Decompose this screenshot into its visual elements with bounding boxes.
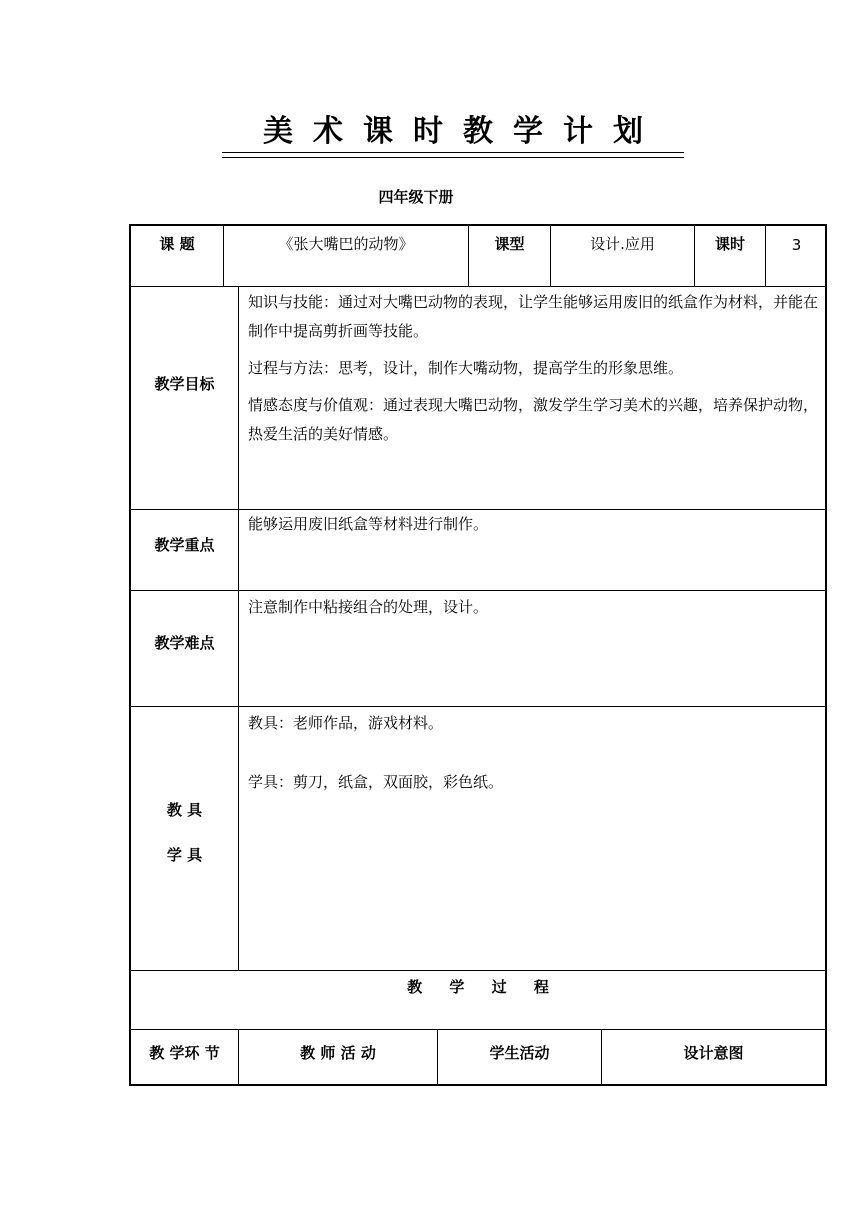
page-title: 美术课时教学计划	[263, 114, 663, 149]
row-divider	[131, 706, 825, 707]
difficulties-text: 注意制作中粘接组合的处理，设计。	[248, 598, 489, 616]
row-divider	[131, 1029, 825, 1030]
lesson-hours-value: 3	[791, 236, 802, 254]
process-col-teacher: 教 师 活 动	[300, 1044, 376, 1062]
row-divider	[131, 286, 825, 287]
objective-emotion: 情感态度与价值观：通过表现大嘴巴动物，激发学生学习美术的兴趣，培养保护动物，热爱生活的美好情感。	[248, 396, 819, 443]
key-points-label: 教学重点	[154, 536, 215, 554]
topic-value: 《张大嘴巴的动物》	[278, 235, 414, 253]
tools-label-teacher: 教 具	[166, 801, 203, 819]
tools-label-student: 学 具	[166, 846, 203, 864]
objectives-label: 教学目标	[154, 375, 215, 393]
title-underline-bottom	[222, 157, 684, 158]
lesson-type-value: 设计.应用	[590, 235, 655, 253]
title-underline-top	[222, 152, 684, 153]
row-divider	[131, 509, 825, 510]
process-col-intent: 设计意图	[683, 1044, 744, 1062]
lesson-type-label: 课型	[494, 235, 525, 253]
col-divider	[238, 286, 239, 970]
process-col-student: 学生活动	[489, 1044, 550, 1062]
objectives-content	[248, 288, 820, 457]
student-tools-text: 学具：剪刀，纸盒，双面胶，彩色纸。	[248, 773, 504, 791]
grade-subtitle: 四年级下册	[378, 188, 454, 206]
objective-process: 过程与方法：思考，设计，制作大嘴动物，提高学生的形象思维。	[248, 359, 684, 377]
lesson-plan-table	[129, 224, 827, 1086]
row-divider	[131, 970, 825, 971]
process-col-stage: 教 学环 节	[149, 1044, 220, 1062]
topic-label: 课 题	[159, 235, 195, 253]
row-divider	[131, 590, 825, 591]
difficulties-label: 教学难点	[154, 634, 215, 652]
teacher-tools-text: 教具：老师作品，游戏材料。	[248, 714, 444, 732]
title-block	[222, 112, 684, 152]
key-points-text: 能够运用废旧纸盒等材料进行制作。	[248, 515, 489, 533]
lesson-hours-label: 课时	[714, 235, 745, 253]
objective-knowledge: 知识与技能：通过对大嘴巴动物的表现，让学生能够运用废旧的纸盒作为材料，并能在制作中提高剪折画等技能。	[248, 293, 819, 340]
process-heading: 教 学 过 程	[407, 978, 549, 996]
